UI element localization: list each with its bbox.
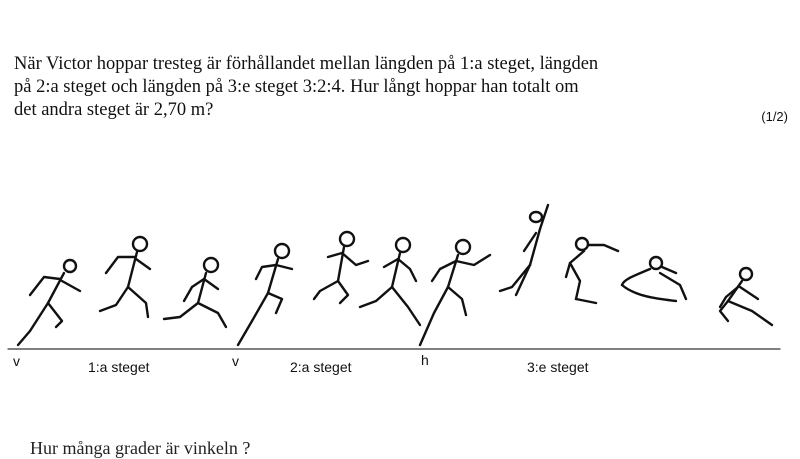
jumper-figures-drawing (0, 195, 800, 385)
jumper-figure-11 (720, 268, 772, 325)
takeoff-mark-h: h (421, 352, 429, 368)
jumper-figure-8 (500, 205, 548, 295)
takeoff-mark-v-1: v (13, 353, 20, 369)
takeoff-mark-v-2: v (232, 353, 239, 369)
question-text (14, 53, 714, 122)
jumper-figure-9 (566, 238, 618, 303)
question-line-3: det andra steget är 2,70 m? (14, 100, 214, 120)
step-2-label: 2:a steget (290, 359, 352, 375)
jumper-figure-4 (238, 244, 292, 345)
jumper-figure-10 (622, 257, 686, 301)
question-line-2: på 2:a steget och längden på 3:e steget 3:2:4. Hur långt hoppar han totalt om (14, 77, 579, 97)
next-question-partial: Hur många grader är vinkeln ? (30, 438, 251, 458)
jumper-figure-2 (100, 237, 150, 317)
jumper-figure-1 (18, 260, 80, 345)
points-label: (1/2) (761, 109, 788, 124)
question-line-1: När Victor hoppar tresteg är förhållandet mellan längden på 1:a steget, längden (14, 54, 599, 74)
jumper-figure-7 (420, 240, 490, 345)
jumper-figure-5 (314, 232, 368, 303)
jumper-figure-3 (164, 258, 226, 327)
jumper-figure-6 (360, 238, 420, 325)
step-1-label: 1:a steget (88, 359, 150, 375)
step-3-label: 3:e steget (527, 359, 589, 375)
triple-jump-illustration (0, 195, 800, 385)
